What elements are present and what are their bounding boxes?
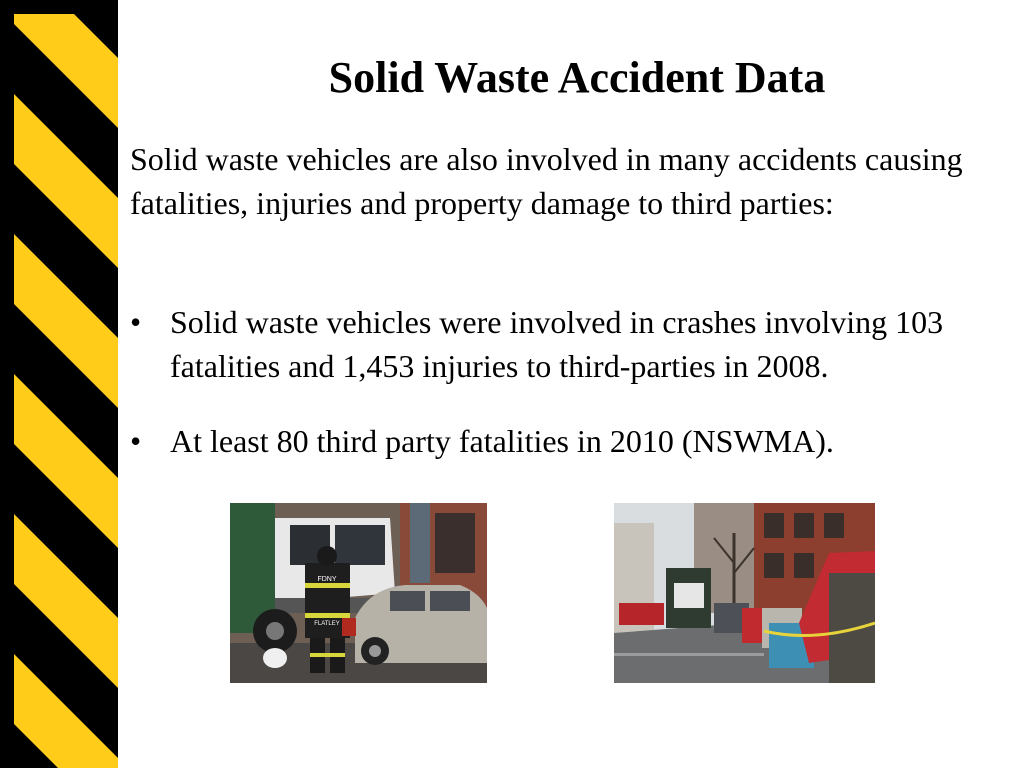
bullet-glyph: • bbox=[130, 304, 142, 340]
bullet-list bbox=[130, 300, 1010, 494]
bullet-glyph: • bbox=[130, 423, 142, 459]
hazard-stripe-graphic bbox=[0, 0, 118, 768]
fdny-badge-text: FDNY bbox=[317, 576, 337, 583]
bullet-text: Solid waste vehicles were involved in crashes involving 103 fatalities and 1,453 injuries to third-parties in 2008. bbox=[170, 304, 944, 384]
accident-photo-firefighter bbox=[230, 503, 487, 683]
nametag-text: FLATLEY bbox=[314, 621, 340, 627]
bullet-item bbox=[130, 419, 1010, 463]
accident-photo-street bbox=[614, 503, 875, 683]
slide-title: Solid Waste Accident Data bbox=[328, 53, 826, 102]
bullet-text: At least 80 third party fatalities in 2010 (NSWMA). bbox=[170, 423, 834, 459]
hazard-stripe-bar bbox=[0, 0, 118, 768]
intro-paragraph: Solid waste vehicles are also involved in many accidents causing fatalities, injuries and property damage to third parties: bbox=[130, 141, 963, 221]
bullet-item bbox=[130, 300, 1010, 388]
